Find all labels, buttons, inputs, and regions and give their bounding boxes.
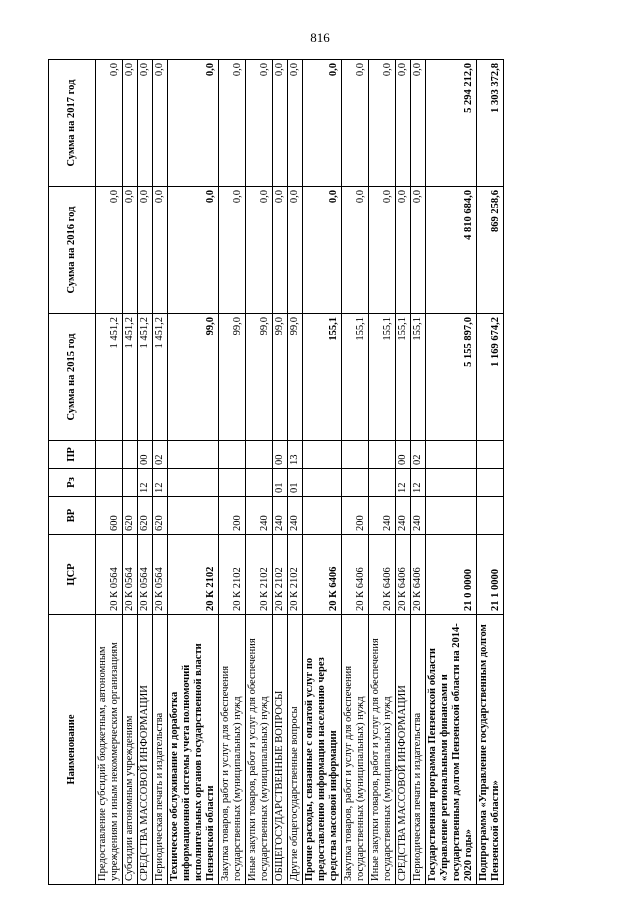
cell-rz xyxy=(477,469,504,497)
table-row xyxy=(396,60,411,885)
cell-sum-2015: 1 169 674,2 xyxy=(477,314,504,441)
table-row xyxy=(411,60,426,885)
cell-sum-2016: 0,0 xyxy=(123,187,138,314)
header-csr: ЦСР xyxy=(49,535,96,615)
table-row xyxy=(219,60,246,885)
cell-vr: 620 xyxy=(138,497,153,535)
cell-sum-2016: 0,0 xyxy=(273,187,288,314)
cell-pr xyxy=(246,441,273,469)
cell-sum-2016: 0,0 xyxy=(219,187,246,314)
cell-csr: 20 К 0564 xyxy=(153,535,168,615)
cell-sum-2017: 0,0 xyxy=(273,60,288,187)
cell-sum-2015: 5 155 897,0 xyxy=(426,314,477,441)
cell-sum-2016: 4 810 684,0 xyxy=(426,187,477,314)
cell-pr: 02 xyxy=(153,441,168,469)
header-vr: ВР xyxy=(49,497,96,535)
cell-sum-2017: 0,0 xyxy=(123,60,138,187)
cell-csr: 20 К 2102 xyxy=(246,535,273,615)
cell-name: Предоставление субсидий бюджетным, автономным учреждениям и иным некоммерческим организациям xyxy=(96,615,123,885)
table-row xyxy=(303,60,342,885)
cell-rz: 12 xyxy=(153,469,168,497)
rotated-table-container xyxy=(48,60,568,885)
cell-csr: 21 1 0000 xyxy=(477,535,504,615)
cell-sum-2015: 99,0 xyxy=(219,314,246,441)
cell-sum-2017: 0,0 xyxy=(411,60,426,187)
budget-table xyxy=(48,59,504,885)
cell-rz xyxy=(123,469,138,497)
cell-sum-2016: 0,0 xyxy=(342,187,369,314)
cell-sum-2016: 0,0 xyxy=(153,187,168,314)
cell-pr: 00 xyxy=(273,441,288,469)
cell-vr: 600 xyxy=(96,497,123,535)
cell-vr: 240 xyxy=(396,497,411,535)
cell-name: СРЕДСТВА МАССОВОЙ ИНФОРМАЦИИ xyxy=(396,615,411,885)
cell-name: СРЕДСТВА МАССОВОЙ ИНФОРМАЦИИ xyxy=(138,615,153,885)
cell-rz: 12 xyxy=(396,469,411,497)
cell-csr: 20 К 2102 xyxy=(168,535,219,615)
table-row xyxy=(246,60,273,885)
cell-pr xyxy=(369,441,396,469)
cell-name: Закупка товаров, работ и услуг для обеспечения государственных (муниципальных) нужд xyxy=(219,615,246,885)
table-row xyxy=(342,60,369,885)
cell-vr: 200 xyxy=(219,497,246,535)
cell-pr xyxy=(477,441,504,469)
cell-name: ОБЩЕГОСУДАРСТВЕННЫЕ ВОПРОСЫ xyxy=(273,615,288,885)
table-row xyxy=(426,60,477,885)
header-sum-2015: Сумма на 2015 год xyxy=(49,314,96,441)
cell-vr: 240 xyxy=(369,497,396,535)
cell-name: Иные закупки товаров, работ и услуг для обеспечения государственных (муниципальных) нужд xyxy=(369,615,396,885)
table-row xyxy=(369,60,396,885)
cell-rz xyxy=(96,469,123,497)
cell-csr: 20 К 0564 xyxy=(138,535,153,615)
cell-vr: 620 xyxy=(153,497,168,535)
cell-vr: 240 xyxy=(288,497,303,535)
cell-sum-2015: 99,0 xyxy=(273,314,288,441)
cell-vr xyxy=(426,497,477,535)
cell-sum-2017: 0,0 xyxy=(369,60,396,187)
cell-pr xyxy=(342,441,369,469)
cell-sum-2016: 0,0 xyxy=(288,187,303,314)
cell-sum-2015: 155,1 xyxy=(396,314,411,441)
cell-name: Иные закупки товаров, работ и услуг для обеспечения государственных (муниципальных) нужд xyxy=(246,615,273,885)
cell-csr: 20 К 6406 xyxy=(303,535,342,615)
cell-sum-2017: 0,0 xyxy=(396,60,411,187)
cell-pr xyxy=(123,441,138,469)
table-row xyxy=(96,60,123,885)
cell-name: Государственная программа Пензенской области «Управление региональными финансами и государственным долгом Пензенской области на 2014-2020 годы» xyxy=(426,615,477,885)
cell-sum-2017: 0,0 xyxy=(153,60,168,187)
cell-sum-2015: 99,0 xyxy=(168,314,219,441)
cell-sum-2017: 1 303 372,8 xyxy=(477,60,504,187)
cell-name: Периодическая печать и издательства xyxy=(153,615,168,885)
table-row xyxy=(288,60,303,885)
table-row xyxy=(273,60,288,885)
cell-csr: 20 К 6406 xyxy=(396,535,411,615)
header-sum-2017: Сумма на 2017 год xyxy=(49,60,96,187)
cell-sum-2017: 0,0 xyxy=(342,60,369,187)
cell-csr: 20 К 2102 xyxy=(219,535,246,615)
cell-vr: 620 xyxy=(123,497,138,535)
table-row xyxy=(138,60,153,885)
cell-rz xyxy=(246,469,273,497)
cell-name: Прочие расходы, связанные с оплатой услуг по предоставлению информации населению через средства массовой информации xyxy=(303,615,342,885)
cell-rz xyxy=(369,469,396,497)
cell-csr: 20 К 2102 xyxy=(273,535,288,615)
cell-sum-2017: 0,0 xyxy=(168,60,219,187)
header-pr: ПР xyxy=(49,441,96,469)
cell-rz: 12 xyxy=(138,469,153,497)
cell-pr xyxy=(168,441,219,469)
cell-rz: 01 xyxy=(288,469,303,497)
table-body xyxy=(96,60,504,885)
cell-sum-2016: 869 258,6 xyxy=(477,187,504,314)
cell-vr xyxy=(168,497,219,535)
cell-pr xyxy=(426,441,477,469)
cell-name: Субсидии автономным учреждениям xyxy=(123,615,138,885)
cell-pr xyxy=(303,441,342,469)
cell-sum-2016: 0,0 xyxy=(411,187,426,314)
cell-sum-2015: 1 451,2 xyxy=(123,314,138,441)
cell-sum-2015: 155,1 xyxy=(303,314,342,441)
cell-csr: 20 К 6406 xyxy=(411,535,426,615)
cell-rz xyxy=(426,469,477,497)
cell-vr: 200 xyxy=(342,497,369,535)
cell-pr: 13 xyxy=(288,441,303,469)
cell-vr: 240 xyxy=(273,497,288,535)
cell-sum-2015: 99,0 xyxy=(288,314,303,441)
cell-name: Периодическая печать и издательства xyxy=(411,615,426,885)
cell-rz: 12 xyxy=(411,469,426,497)
cell-pr xyxy=(96,441,123,469)
cell-sum-2017: 0,0 xyxy=(219,60,246,187)
cell-csr: 20 К 6406 xyxy=(342,535,369,615)
table-row xyxy=(153,60,168,885)
cell-name: Другие общегосударственные вопросы xyxy=(288,615,303,885)
cell-sum-2016: 0,0 xyxy=(369,187,396,314)
cell-pr: 00 xyxy=(396,441,411,469)
cell-name: Закупка товаров, работ и услуг для обеспечения государственных (муниципальных) нужд xyxy=(342,615,369,885)
table-row xyxy=(477,60,504,885)
cell-sum-2017: 0,0 xyxy=(138,60,153,187)
cell-sum-2016: 0,0 xyxy=(396,187,411,314)
cell-csr: 20 К 0564 xyxy=(123,535,138,615)
cell-sum-2017: 0,0 xyxy=(246,60,273,187)
header-name: Наименование xyxy=(49,615,96,885)
cell-vr: 240 xyxy=(411,497,426,535)
cell-sum-2015: 155,1 xyxy=(411,314,426,441)
cell-sum-2016: 0,0 xyxy=(96,187,123,314)
cell-csr: 20 К 6406 xyxy=(369,535,396,615)
cell-sum-2016: 0,0 xyxy=(138,187,153,314)
cell-csr: 20 К 2102 xyxy=(288,535,303,615)
table-header-row xyxy=(49,60,96,885)
cell-sum-2015: 155,1 xyxy=(369,314,396,441)
cell-sum-2015: 1 451,2 xyxy=(96,314,123,441)
header-sum-2016: Сумма на 2016 год xyxy=(49,187,96,314)
cell-sum-2017: 0,0 xyxy=(288,60,303,187)
cell-sum-2015: 155,1 xyxy=(342,314,369,441)
cell-sum-2016: 0,0 xyxy=(303,187,342,314)
page-number: 816 xyxy=(310,30,330,45)
header-rz: Рз xyxy=(49,469,96,497)
cell-sum-2016: 0,0 xyxy=(168,187,219,314)
cell-name: Подпрограмма «Управление государственным долгом Пензенской области» xyxy=(477,615,504,885)
cell-vr xyxy=(303,497,342,535)
cell-sum-2015: 1 451,2 xyxy=(138,314,153,441)
cell-sum-2015: 1 451,2 xyxy=(153,314,168,441)
cell-sum-2016: 0,0 xyxy=(246,187,273,314)
cell-vr xyxy=(477,497,504,535)
cell-sum-2017: 0,0 xyxy=(303,60,342,187)
table-row xyxy=(123,60,138,885)
cell-vr: 240 xyxy=(246,497,273,535)
cell-sum-2017: 0,0 xyxy=(96,60,123,187)
cell-pr: 02 xyxy=(411,441,426,469)
cell-csr: 20 К 0564 xyxy=(96,535,123,615)
cell-sum-2015: 99,0 xyxy=(246,314,273,441)
cell-pr: 00 xyxy=(138,441,153,469)
cell-rz: 01 xyxy=(273,469,288,497)
cell-rz xyxy=(342,469,369,497)
cell-rz xyxy=(219,469,246,497)
cell-rz xyxy=(168,469,219,497)
cell-sum-2017: 5 294 212,0 xyxy=(426,60,477,187)
table-row xyxy=(168,60,219,885)
cell-pr xyxy=(219,441,246,469)
cell-csr: 21 0 0000 xyxy=(426,535,477,615)
cell-name: Техническое обслуживание и доработка информационной системы учета полномочий исполнительных органов государственной власти Пензенской области xyxy=(168,615,219,885)
cell-rz xyxy=(303,469,342,497)
